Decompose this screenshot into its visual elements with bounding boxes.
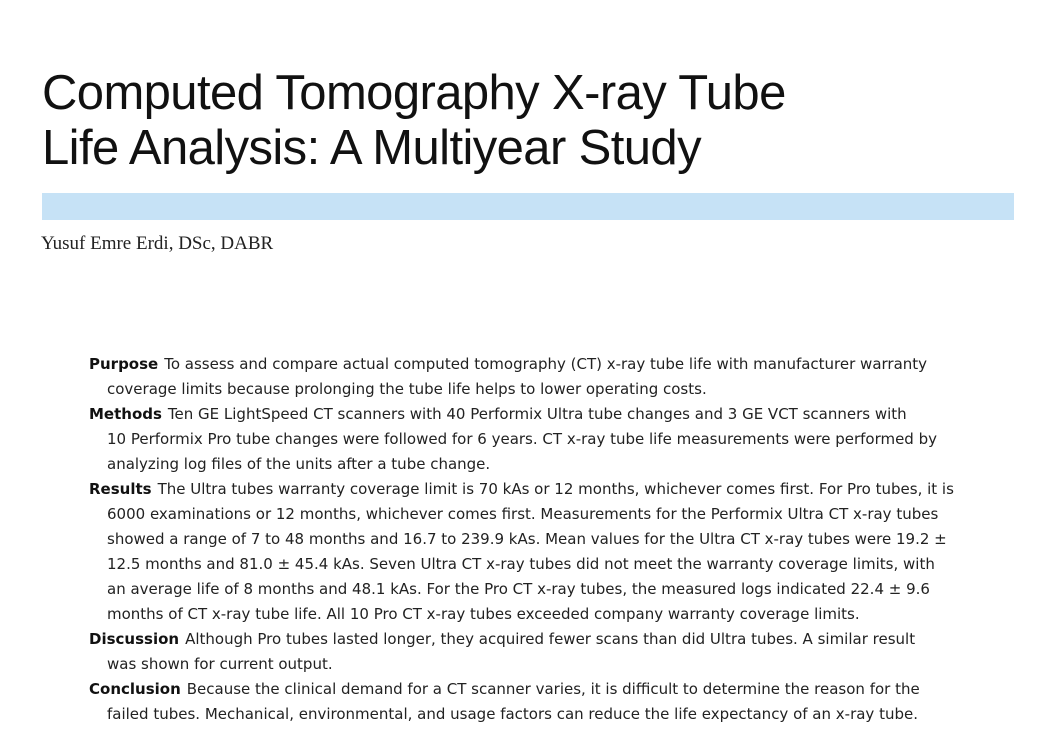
article-title: [42, 66, 1032, 176]
section-label: Methods: [89, 405, 162, 423]
section-label: Purpose: [89, 355, 159, 373]
section-text: To assess and compare actual computed tomography (CT) x-ray tube life with manufacturer warranty: [164, 355, 928, 373]
abstract-line: [89, 427, 979, 452]
abstract-section-discussion: [89, 627, 979, 677]
section-text: The Ultra tubes warranty coverage limit is 70 kAs or 12 months, whichever comes first. For Pro tubes, it is: [157, 480, 954, 498]
section-text: 12.5 months and 81.0 ± 45.4 kAs. Seven Ultra CT x-ray tubes did not meet the warranty coverage limits, with: [107, 555, 935, 573]
title-line-1: Computed Tomography X-ray Tube: [42, 66, 786, 120]
section-text: an average life of 8 months and 48.1 kAs. For the Pro CT x-ray tubes, the measured logs indicated 22.4 ± 9.6: [107, 580, 930, 598]
author-byline: Yusuf Emre Erdi, DSc, DABR: [41, 233, 274, 254]
section-text: 6000 examinations or 12 months, whichever comes first. Measurements for the Performix Ultra CT x-ray tubes: [107, 505, 939, 523]
abstract-line: [89, 402, 979, 427]
section-text: was shown for current output.: [107, 655, 333, 673]
accent-bar: [42, 193, 1014, 220]
abstract-section-methods: [89, 402, 979, 477]
abstract-line: [89, 552, 979, 577]
section-text: Because the clinical demand for a CT scanner varies, it is difficult to determine the reason for the: [186, 680, 920, 698]
section-text: failed tubes. Mechanical, environmental, and usage factors can reduce the life expectancy of an x-ray tube.: [107, 705, 918, 723]
section-text: Ten GE LightSpeed CT scanners with 40 Performix Ultra tube changes and 3 GE VCT scanners with: [167, 405, 907, 423]
abstract-line: [89, 377, 979, 402]
abstract-line: [89, 577, 979, 602]
abstract-line: [89, 477, 979, 502]
section-label: Conclusion: [89, 680, 181, 698]
title-line-2: Life Analysis: A Multiyear Study: [42, 121, 701, 175]
abstract-line: [89, 527, 979, 552]
section-text: coverage limits because prolonging the tube life helps to lower operating costs.: [107, 380, 707, 398]
section-label: Discussion: [89, 630, 180, 648]
abstract: [89, 352, 979, 727]
abstract-section-results: [89, 477, 979, 627]
section-text: Although Pro tubes lasted longer, they acquired fewer scans than did Ultra tubes. A similar result: [185, 630, 916, 648]
section-text: showed a range of 7 to 48 months and 16.7 to 239.9 kAs. Mean values for the Ultra CT x-ray tubes were 19.2 ±: [107, 530, 947, 548]
section-text: months of CT x-ray tube life. All 10 Pro CT x-ray tubes exceeded company warranty coverage limits.: [107, 605, 860, 623]
abstract-line: [89, 652, 979, 677]
section-text: 10 Performix Pro tube changes were followed for 6 years. CT x-ray tube life measurements were performed by: [107, 430, 937, 448]
section-label: Results: [89, 480, 152, 498]
section-text: analyzing log files of the units after a tube change.: [107, 455, 491, 473]
abstract-line: [89, 677, 979, 702]
abstract-section-purpose: [89, 352, 979, 402]
abstract-line: [89, 352, 979, 377]
abstract-line: [89, 702, 979, 727]
abstract-line: [89, 627, 979, 652]
abstract-line: [89, 602, 979, 627]
abstract-line: [89, 452, 979, 477]
abstract-line: [89, 502, 979, 527]
abstract-section-conclusion: [89, 677, 979, 727]
